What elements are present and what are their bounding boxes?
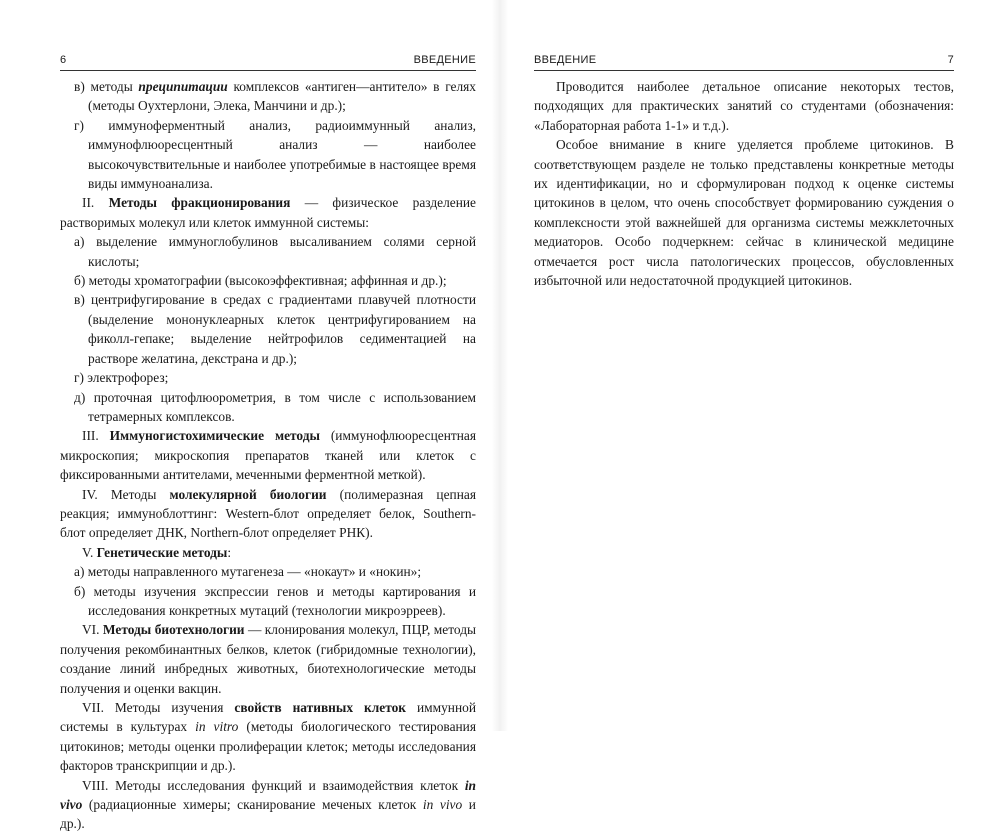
left-page-body [60,77,476,834]
section-molecular-biology: IV. Методы молекулярной биологии (полимеразная цепная реакция; иммуноблоттинг: Western-блот определяет белок, Southern-блот определяет ДНК, Northern-блот определяет РНК). [60,486,476,541]
section-genetic: V. Генетические методы: [82,544,232,560]
list-item: б) методы хроматографии (высокоэффективная; аффинная и др.); [74,273,447,289]
left-page-header [60,52,476,71]
list-item: в) центрифугирование в средах с градиентами плавучей плотности (выделение мононуклеарных клеток центрифугированием на фиколл-гепаке; выделение нейтрофилов седиментацией на растворе желатина, декстрана и др.); [74,292,476,366]
paragraph: Проводится наиболее детальное описание некоторых тестов, подходящих для практических занятий со студентами (обозначения: «Лабораторная работа 1-1» и т.д.). [534,79,954,133]
list-item: д) проточная цитофлюорометрия, в том числе с использованием тетрамерных комплексов. [74,389,476,424]
section-fractionation: II. Методы фракционирования — физическое разделение растворимых молекул или клеток иммунной системы: [60,195,476,230]
section-biotechnology: VI. Методы биотехнологии — клонирования молекул, ПЦР, методы получения рекомбинантных белков, клеток (гибридомные технологии), создание линий инбредных животных, биотехнологические методы получения и оценки вакцин. [60,622,477,696]
right-page-header [534,52,954,71]
list-item: б) методы изучения экспрессии генов и методы картирования и исследования конкретных мутаций (технологии микроэрреев). [74,583,476,618]
right-page-body [534,77,954,290]
running-head: ВВЕДЕНИЕ [413,54,476,66]
right-page [500,0,1000,731]
list-item-immunoassay: г) иммуноферментный анализ, радиоиммунный анализ, иммунофлюоресцентный анализ — наиболее высокочувствительные и наиболее употребимые в настоящее время виды иммуноанализа. [74,117,476,192]
left-page [0,0,500,832]
section-native-cells: VII. Методы изучения свойств нативных клеток иммунной системы в культурах in vitro (методы биологического тестирования цитокинов; методы оценки пролиферации клеток; методы исследования факторов транскрипции и др.). [60,700,476,774]
section-in-vivo: VIII. Методы исследования функций и взаимодействия клеток in vivo (радиационные химеры; сканирование меченых клеток in vivo и др.). [60,777,476,832]
section-immunohistochemical: III. Иммуногистохимические методы (иммунофлюоресцентная микроскопия; микроскопия препаратов тканей или клеток с фиксированными антителами, меченными ферментной меткой). [60,428,477,483]
page-number: 7 [947,54,954,66]
list-item: г) электрофорез; [74,370,169,386]
page-number: 6 [60,54,67,66]
list-item: а) методы направленного мутагенеза — «нокаут» и «нокин»; [74,564,422,580]
paragraph: Особое внимание в книге уделяется проблеме цитокинов. В соответствующем разделе не только представлены конкретные методы их идентификации, но и сформулирован подход к оценке системы цитокинов в целом, что очень способствует формированию суждения о комплексности этой важнейшей для организма системы межклеточных медиаторов. Особо подчеркнем: сейчас в клинической медицине отмечается рост числа патологических процессов, обусловленных избыточной или недостаточной продукцией цитокинов. [534,137,954,289]
list-item: а) выделение иммуноглобулинов высаливанием солями серной кислоты; [74,234,476,269]
running-head: ВВЕДЕНИЕ [534,54,597,66]
list-item-precipitation: в) методы преципитации комплексов «антиген—антитело» в гелях (методы Оухтерлони, Элека, Манчини и др.); [74,79,476,114]
